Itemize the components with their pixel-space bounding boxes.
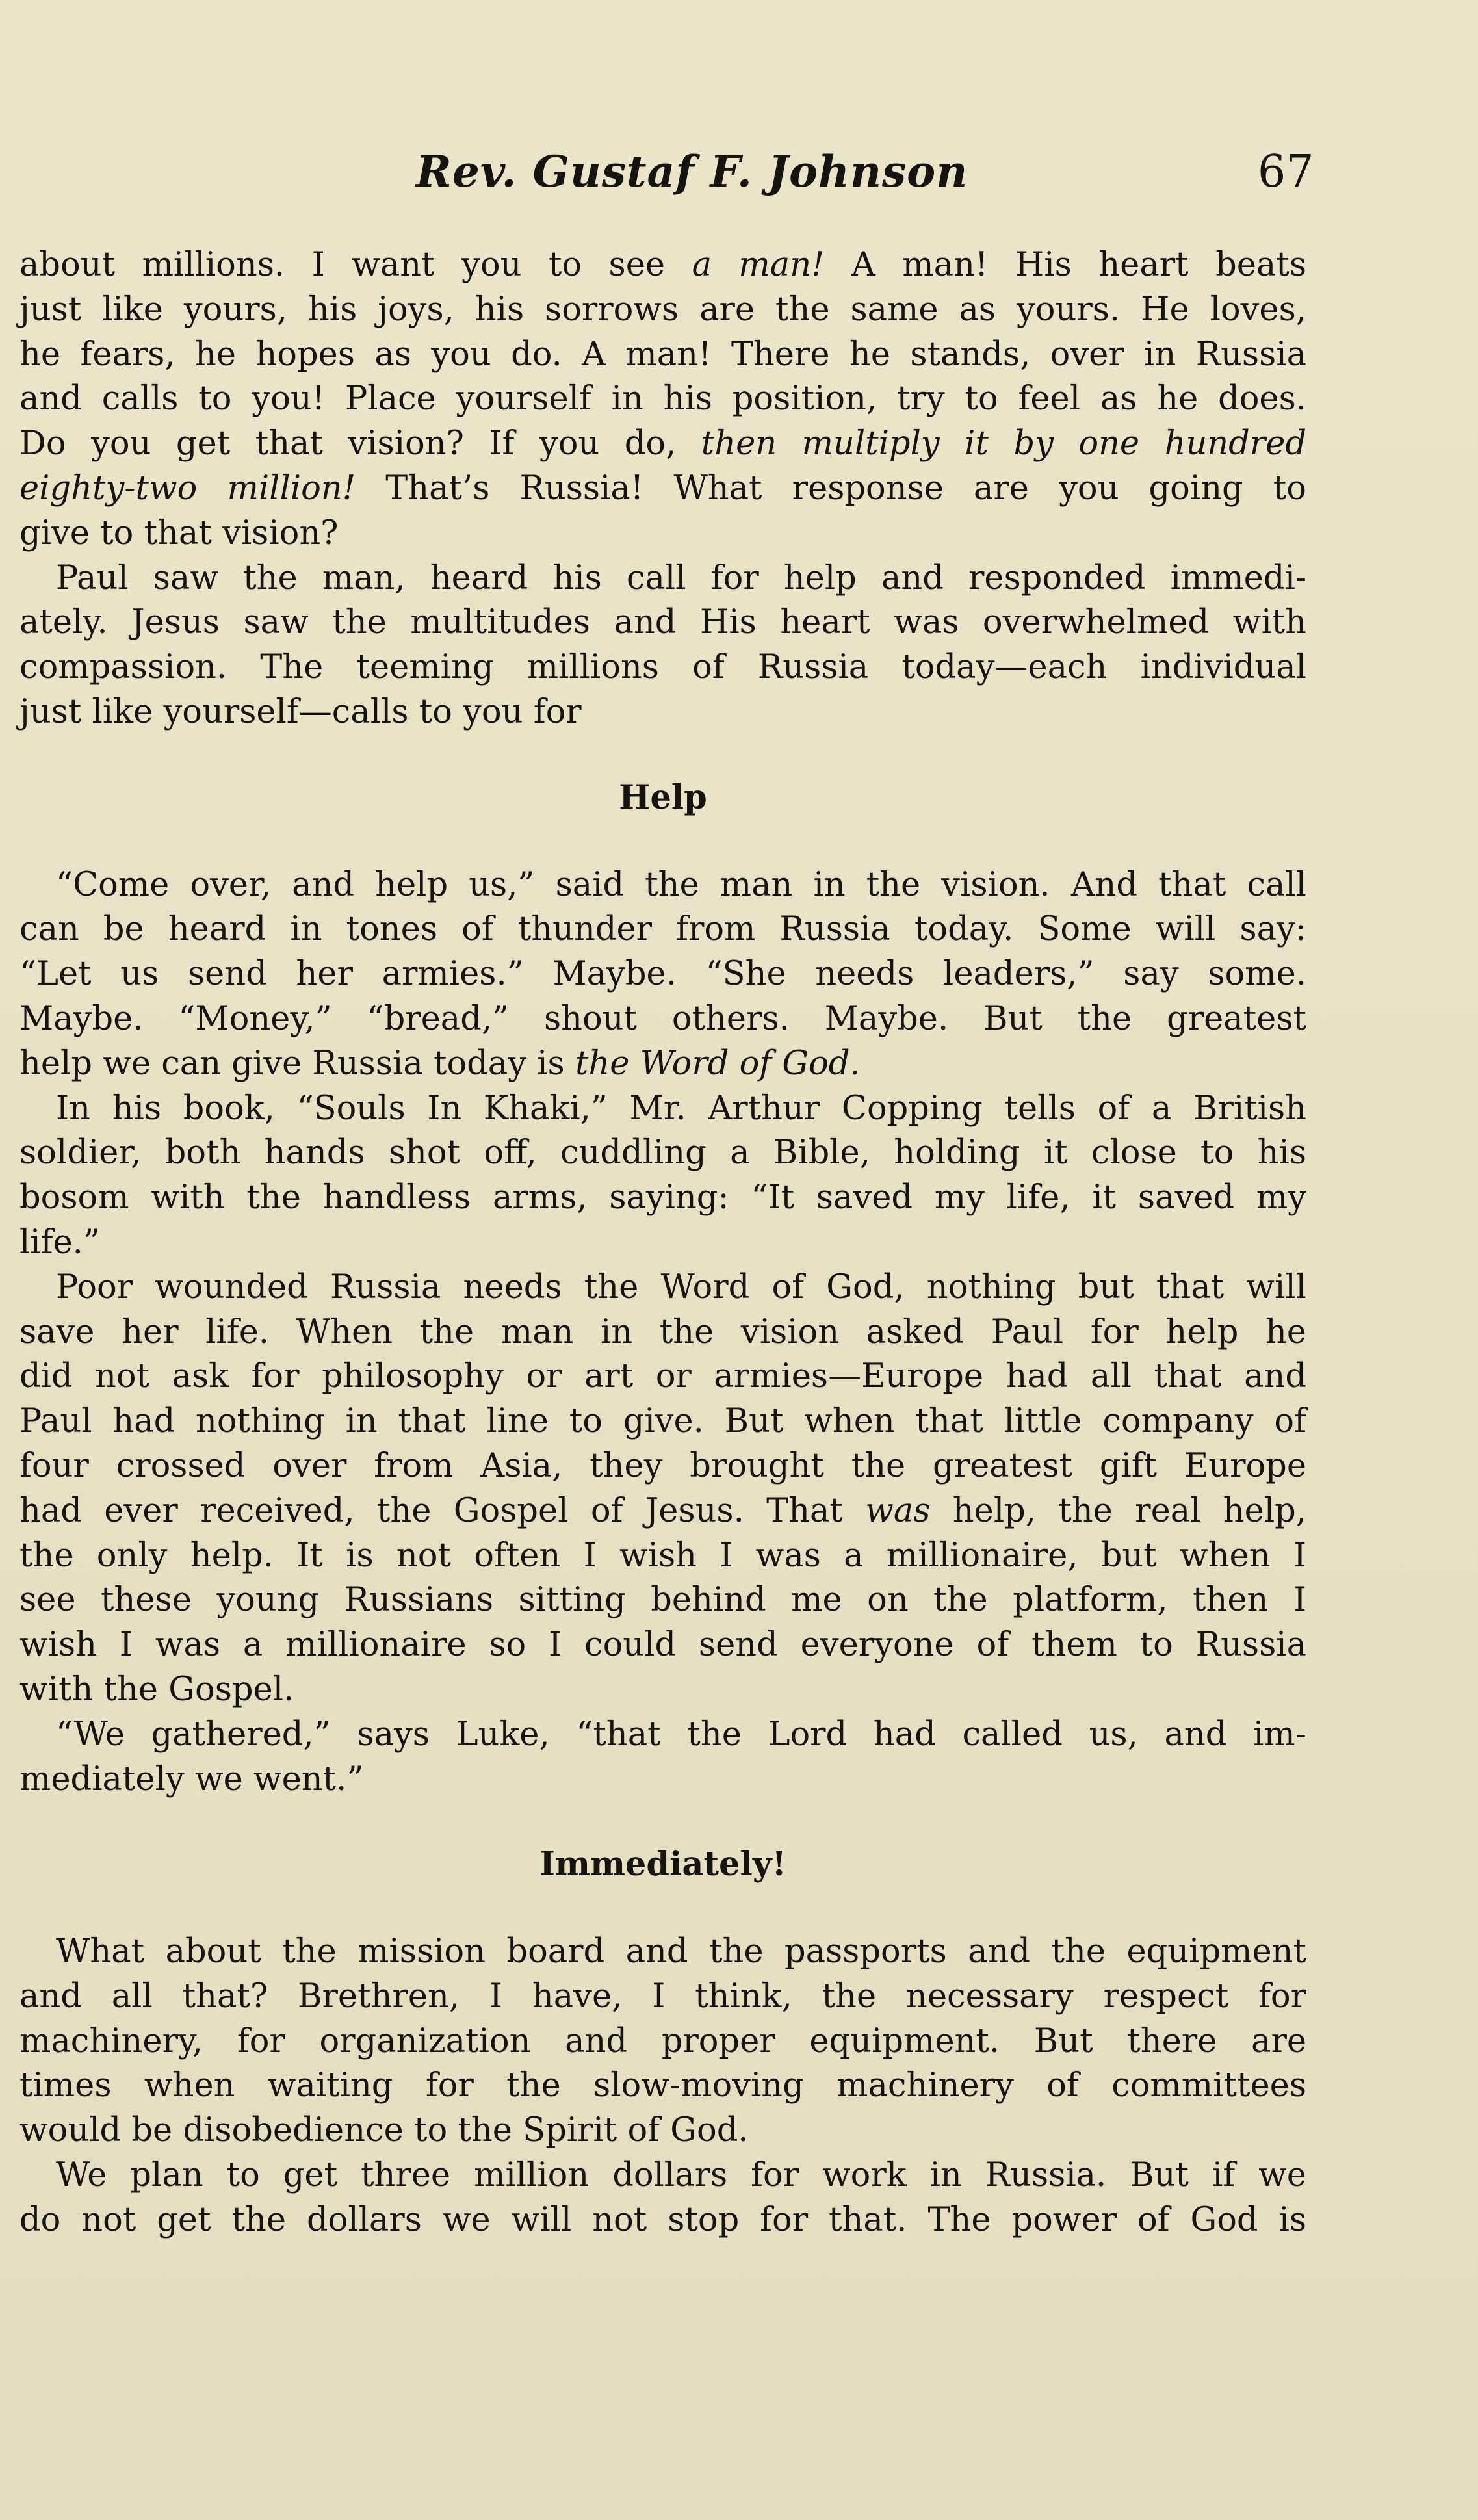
text-line: see these young Russians sitting behind me on the platform, then I (19, 1581, 1306, 1620)
text-line: soldier, both hands shot off, cuddling a Bible, holding it close to his (19, 1134, 1306, 1173)
section-heading-help: Help (619, 777, 707, 817)
text-line: had ever received, the Gospel of Jesus. That was help, the real help, (19, 1491, 1306, 1530)
text-line: Maybe. “Money,” “bread,” shout others. Maybe. But the greatest (19, 999, 1306, 1038)
text-line: and all that? Brethren, I have, I think, the necessary respect for (19, 1977, 1306, 2016)
section-gap (19, 820, 1306, 863)
text-line: just like yourself—calls to you for (19, 692, 582, 731)
text-line: just like yours, his joys, his sorrows are the same as yours. He loves, (19, 290, 1306, 329)
text-line: ately. Jesus saw the multitudes and His heart was overwhelmed with (19, 603, 1306, 642)
text-line: wish I was a millionaire so I could send everyone of them to Russia (19, 1626, 1306, 1665)
text-line: do not get the dollars we will not stop for that. The power of God is (19, 2200, 1306, 2239)
text-line: can be heard in tones of thunder from Russia today. Some will say: (19, 910, 1306, 949)
text-line: the only help. It is not often I wish I was a millionaire, but when I (19, 1536, 1306, 1575)
section-heading-immediately: Immediately! (539, 1845, 786, 1884)
text-line: “Come over, and help us,” said the man in the vision. And that call (56, 865, 1306, 904)
text-line: Paul saw the man, heard his call for help and responded immedi- (56, 558, 1306, 597)
text-line: about millions. I want you to see a man! A man! His heart beats (19, 246, 1306, 284)
text-line: times when waiting for the slow-moving machinery of committees (19, 2066, 1306, 2105)
text-line: four crossed over from Asia, they brought the greatest gift Europe (19, 1446, 1306, 1485)
section-gap (19, 1802, 1306, 1842)
text-line: “Let us send her armies.” Maybe. “She needs leaders,” say some. (19, 955, 1306, 994)
text-line: Paul had nothing in that line to give. But when that little company of (19, 1402, 1306, 1441)
text-line: machinery, for organization and proper equipment. But there are (19, 2021, 1306, 2060)
text-line: compassion. The teeming millions of Russia today—each individual (19, 648, 1306, 687)
text-line: “We gathered,” says Luke, “that the Lord had called us, and im- (56, 1715, 1306, 1754)
text-line: save her life. When the man in the vision asked Paul for help he (19, 1312, 1306, 1351)
text-line: bosom with the handless arms, saying: “It saved my life, it saved my (19, 1178, 1306, 1217)
text-line: and calls to you! Place yourself in his position, try to feel as he does. (19, 380, 1306, 419)
text-line: Do you get that vision? If you do, then multiply it by one hundred (19, 424, 1306, 463)
text-line: eighty-two million! That’s Russia! What response are you going to (19, 469, 1306, 508)
text-line: give to that vision? (19, 513, 339, 552)
page-number: 67 (1258, 146, 1314, 198)
text-line: help we can give Russia today is the Word of God. (19, 1044, 861, 1083)
running-title: Rev. Gustaf F. Johnson (416, 146, 968, 197)
text-line: We plan to get three million dollars for work in Russia. But if we (56, 2156, 1306, 2195)
running-head (0, 146, 1478, 218)
text-line: mediately we went.” (19, 1760, 364, 1799)
text-line: In his book, “Souls In Khaki,” Mr. Arthur Copping tells of a British (56, 1089, 1306, 1128)
text-line: with the Gospel. (19, 1670, 294, 1709)
text-line: would be disobedience to the Spirit of God. (19, 2111, 749, 2150)
text-line: did not ask for philosophy or art or armies—Europe had all that and (19, 1357, 1306, 1396)
body-text (19, 243, 1306, 2243)
text-line: life.” (19, 1223, 100, 1262)
text-line: Poor wounded Russia needs the Word of God, nothing but that will (56, 1267, 1306, 1306)
text-line: What about the mission board and the passports and the equipment (56, 1932, 1306, 1971)
text-line: he fears, he hopes as you do. A man! There he stands, over in Russia (19, 335, 1306, 374)
section-gap (19, 1887, 1306, 1930)
section-gap (19, 735, 1306, 775)
